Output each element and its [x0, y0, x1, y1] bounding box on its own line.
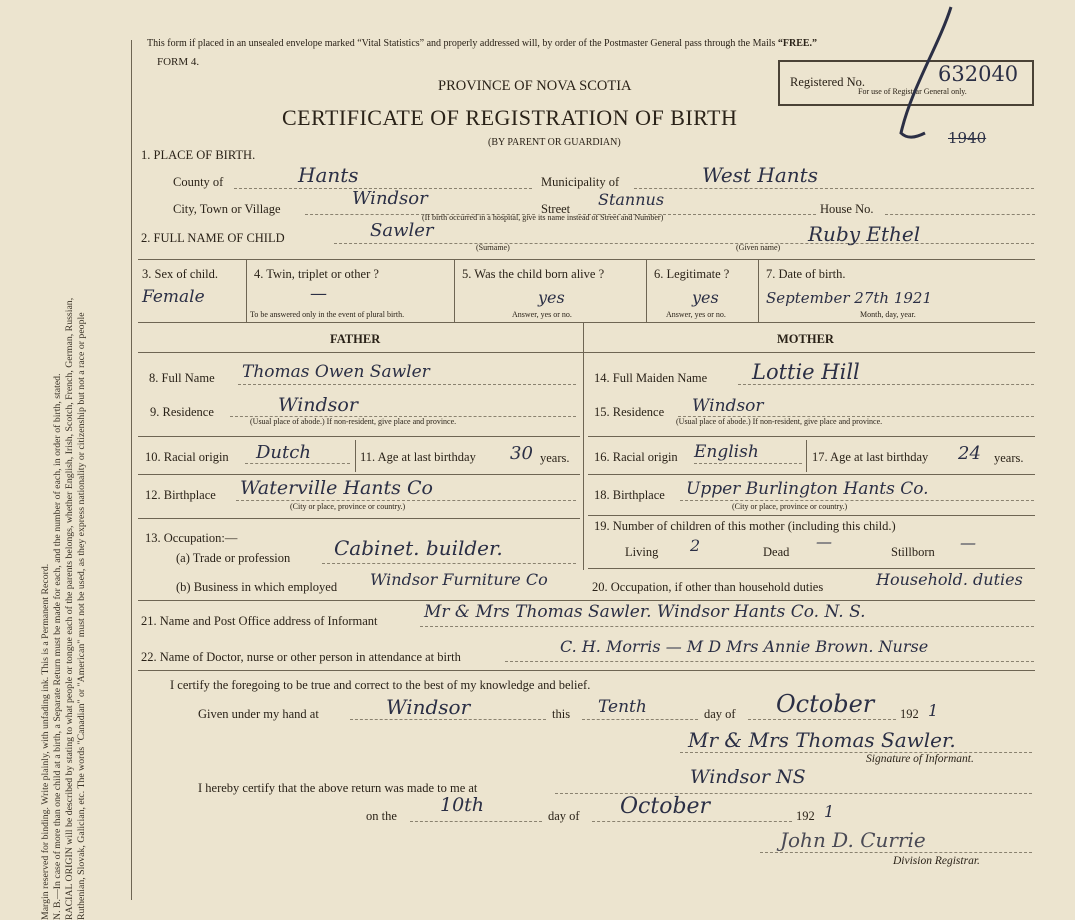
father-age-label: 11. Age at last birthday [360, 450, 476, 464]
surname-value: Sawler [370, 220, 434, 241]
form-number: FORM 4. [157, 56, 200, 68]
registration-place-value: Windsor NS [690, 766, 806, 788]
trade-label: (a) Trade or profession [176, 551, 291, 565]
informant-label: 21. Name and Post Office address of Informant [141, 614, 378, 628]
doctor-label: 22. Name of Doctor, nurse or other person in attendance at birth [141, 650, 461, 664]
father-race-label: 10. Racial origin [145, 450, 229, 464]
certificate-subtitle: (BY PARENT OR GUARDIAN) [488, 137, 621, 148]
margin-line-4: Ruthenian, Slovak, Galician, etc. The words "Canadian" or "American" must not be used, as they express nationality or citizenship but not a race or people [76, 312, 87, 920]
twin-label: 4. Twin, triplet or other ? [254, 267, 379, 281]
twin-value: — [310, 284, 327, 304]
legitimate-label: 6. Legitimate ? [654, 267, 730, 281]
mother-birthplace-value: Upper Burlington Hants Co. [686, 479, 929, 499]
signature-informant-label: Signature of Informant. [866, 753, 974, 765]
employer-value: Windsor Furniture Co [370, 570, 548, 589]
free-label: “FREE.” [777, 38, 818, 49]
father-abode-note: (Usual place of abode.) If non-resident, give place and province. [250, 417, 457, 426]
given-day-value: Tenth [598, 697, 647, 717]
born-alive-label: 5. Was the child born alive ? [462, 267, 605, 281]
trade-value: Cabinet. builder. [334, 536, 503, 560]
mother-name-value: Lottie Hill [752, 360, 860, 384]
certify-text: I certify the foregoing to be true and correct to the best of my knowledge and belief. [170, 678, 591, 692]
father-birthplace-value: Waterville Hants Co [240, 477, 433, 499]
legitimate-value: yes [692, 288, 719, 307]
father-age-value: 30 [510, 443, 533, 464]
occupation-label: 13. Occupation:— [145, 531, 238, 545]
father-race-value: Dutch [256, 442, 311, 463]
registrar-general-note: For use of Registrar General only. [858, 87, 967, 96]
given-month-value: October [776, 690, 875, 718]
mother-race-value: English [694, 442, 759, 462]
margin-line-2: N. B.—In case of more than one child at a birth, a Separate Return must be made for each, and the number of each, in order of birth, stated. [52, 373, 63, 920]
registration-month-value: October [620, 794, 711, 819]
father-years-label: years. [540, 451, 570, 465]
dob-value: September 27th 1921 [766, 289, 933, 307]
day-of-label-2: day of [548, 809, 580, 823]
province-heading: PROVINCE OF NOVA SCOTIA [438, 78, 632, 94]
on-the-label: on the [366, 809, 397, 823]
informant-signature: Mr & Mrs Thomas Sawler. [688, 728, 956, 752]
mother-city-note: (City or place, province or country.) [732, 502, 848, 511]
registered-no-label: Registered No. [790, 75, 865, 89]
municipality-value: West Hants [702, 163, 818, 187]
mother-residence-label: 15. Residence [594, 405, 665, 419]
given-year-value: 1 [928, 701, 939, 720]
municipality-label: Municipality of [541, 175, 620, 189]
father-name-label: 8. Full Name [149, 371, 215, 385]
day-of-label: day of [704, 707, 736, 721]
given-year-prefix: 192 [900, 707, 919, 721]
father-city-note: (City or place, province or country.) [290, 502, 406, 511]
margin-line-1: Margin reserved for binding. Write plainly, with unfading ink. This is a Permanent Record. [40, 563, 51, 920]
dead-label: Dead [763, 545, 790, 559]
stillborn-label: Stillborn [891, 545, 935, 559]
given-name-value: Ruby Ethel [808, 222, 921, 246]
city-label: City, Town or Village [173, 202, 281, 216]
house-no-label: House No. [820, 202, 874, 216]
mother-name-label: 14. Full Maiden Name [594, 371, 708, 385]
registration-number: 632040 [938, 62, 1019, 86]
mother-occupation-label: 20. Occupation, if other than household duties [592, 580, 824, 594]
hereby-text: I hereby certify that the above return was made to me at [198, 781, 478, 795]
place-of-birth-label: 1. PLACE OF BIRTH. [141, 148, 256, 162]
given-place-value: Windsor [386, 695, 471, 719]
living-value: 2 [690, 536, 701, 555]
sex-label: 3. Sex of child. [142, 267, 219, 281]
hospital-note: (If birth occurred in a hospital, give its name instead of Street and Number) [422, 213, 664, 222]
mother-years-label: years. [994, 451, 1024, 465]
father-name-value: Thomas Owen Sawler [242, 362, 430, 382]
check-stroke [893, 5, 963, 145]
certificate-title: CERTIFICATE OF REGISTRATION OF BIRTH [282, 105, 738, 130]
this-label: this [552, 707, 571, 721]
born-alive-note: Answer, yes or no. [512, 310, 572, 319]
dob-note: Month, day, year. [860, 310, 916, 319]
division-registrar-label: Division Registrar. [893, 855, 980, 867]
father-birthplace-label: 12. Birthplace [145, 488, 216, 502]
city-value: Windsor [352, 188, 428, 209]
dead-value: — [816, 532, 832, 551]
father-residence-label: 9. Residence [150, 405, 214, 419]
given-name-note: (Given name) [736, 243, 781, 252]
margin-rule [131, 40, 132, 900]
child-name-label: 2. FULL NAME OF CHILD [141, 231, 285, 245]
margin-line-3: RACIAL ORIGIN will be described by stating to what people or tongue each of the parents belongs, whether English, Irish, Scotch, French, German, Russian, [64, 297, 75, 920]
registrar-signature: John D. Currie [780, 828, 926, 852]
registration-day-value: 10th [440, 794, 485, 816]
surname-note: (Surname) [476, 243, 510, 252]
registration-year-prefix: 192 [796, 809, 815, 823]
employer-label: (b) Business in which employed [176, 580, 338, 594]
doctor-value: C. H. Morris — M D Mrs Annie Brown. Nurse [560, 637, 929, 656]
county-label: County of [173, 175, 224, 189]
children-count-label: 19. Number of children of this mother (including this child.) [594, 519, 896, 533]
mother-age-value: 24 [958, 443, 981, 464]
twin-note: To be answered only in the event of plural birth. [250, 310, 405, 319]
mother-residence-value: Windsor [692, 396, 764, 416]
legitimate-note: Answer, yes or no. [666, 310, 726, 319]
mail-note: This form if placed in an unsealed envelope marked “Vital Statistics” and properly addressed will, by order of the Postmaster General pass through the Mails “FREE.” [147, 38, 818, 49]
living-label: Living [625, 545, 659, 559]
father-heading: FATHER [330, 332, 381, 346]
given-at-label: Given under my hand at [198, 707, 319, 721]
mother-abode-note: (Usual place of abode.) If non-resident, give place and province. [676, 417, 883, 426]
stillborn-value: — [960, 533, 976, 552]
mother-occupation-value: Household. duties [876, 570, 1023, 589]
struck-number: 1940 [948, 129, 987, 147]
born-alive-value: yes [538, 288, 565, 307]
mother-race-label: 16. Racial origin [594, 450, 678, 464]
margin-instructions [40, 20, 120, 920]
sex-value: Female [142, 287, 205, 307]
street-value: Stannus [598, 190, 665, 209]
mother-age-label: 17. Age at last birthday [812, 450, 929, 464]
registration-year-value: 1 [824, 802, 835, 821]
mother-heading: MOTHER [777, 332, 834, 346]
dob-label: 7. Date of birth. [766, 267, 846, 281]
father-residence-value: Windsor [278, 394, 358, 416]
informant-value: Mr & Mrs Thomas Sawler. Windsor Hants Co. N. S. [424, 602, 866, 622]
street-label: Street [541, 202, 571, 216]
mother-birthplace-label: 18. Birthplace [594, 488, 665, 502]
county-value: Hants [298, 163, 359, 187]
